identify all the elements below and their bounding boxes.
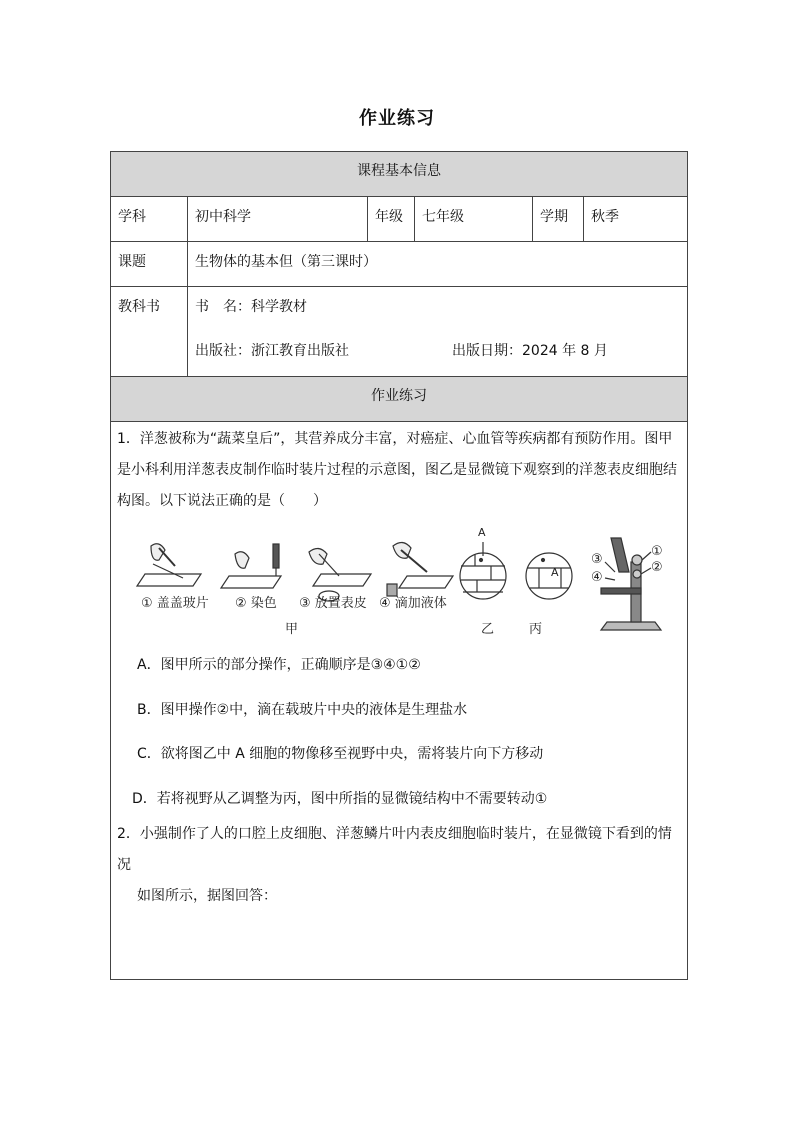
course-info-header-label: 课程基本信息 <box>357 163 441 179</box>
topic-row <box>111 242 687 287</box>
step-1-caption: ① 盖盖玻片 <box>141 596 209 611</box>
microscope-label-2: ② <box>651 560 663 575</box>
course-info-header <box>111 152 687 197</box>
textbook-row <box>111 287 687 377</box>
option-b: B．图甲操作②中，滴在载玻片中央的液体是生理盐水 <box>137 702 468 718</box>
figure-label-jia: 甲 <box>285 622 299 637</box>
cells-view-bing <box>526 553 572 599</box>
subject-row <box>111 197 687 242</box>
microscope-label-1: ① <box>651 544 663 559</box>
question-1-figure <box>131 526 671 642</box>
figure-label-bing: 丙 <box>529 622 543 637</box>
book-name: 书 名：科学教材 <box>195 299 307 315</box>
cell-label-a-yi: A <box>478 526 486 539</box>
publish-date: 出版日期：2024 年 8 月 <box>452 343 608 359</box>
term-value: 秋季 <box>591 209 619 225</box>
stain-illustration <box>221 544 281 588</box>
option-c: C．欲将图乙中 A 细胞的物像移至视野中央，需将装片向下方移动 <box>137 746 544 762</box>
microscope-label-3: ③ <box>591 552 603 567</box>
textbook-label: 教科书 <box>111 287 188 376</box>
subject-label: 学科 <box>111 197 188 241</box>
figure-drawing <box>131 532 671 642</box>
cells-view-yi <box>460 542 506 599</box>
cover-slip-illustration <box>137 544 201 586</box>
question-2-line-2: 如图所示，据图回答： <box>137 888 277 904</box>
question-1 <box>117 424 685 517</box>
question-2 <box>117 819 685 912</box>
add-liquid-illustration <box>387 542 453 596</box>
publisher: 出版社：浙江教育出版社 <box>195 343 349 359</box>
term-label: 学期 <box>533 197 584 241</box>
question-1-line-2: 是小科利用洋葱表皮制作临时装片过程的示意图，图乙是显微镜下观察到的洋葱表皮细胞结 <box>117 462 677 478</box>
course-table <box>110 151 688 980</box>
cell-label-a-bing: A <box>551 566 559 579</box>
grade-label: 年级 <box>368 197 415 241</box>
page-title: 作业练习 <box>359 108 435 129</box>
exercise-header <box>111 377 687 422</box>
exercise-header-label: 作业练习 <box>371 388 427 404</box>
option-a: A．图甲所示的部分操作，正确顺序是③④①② <box>137 657 421 673</box>
topic-value: 生物体的基本但（第三课时） <box>195 254 377 270</box>
figure-label-yi: 乙 <box>481 622 495 637</box>
question-1-line-1: 1．洋葱被称为“蔬菜皇后”，其营养成分丰富，对癌症、心血管等疾病都有预防作用。图甲 <box>117 431 673 447</box>
step-4-caption: ④ 滴加液体 <box>379 596 447 611</box>
exercise-body <box>111 422 687 979</box>
question-1-line-3: 构图。以下说法正确的是（ ） <box>117 493 327 509</box>
grade-value: 七年级 <box>415 197 533 241</box>
topic-label: 课题 <box>111 242 188 286</box>
textbook-value <box>188 287 687 376</box>
step-3-caption: ③ 放置表皮 <box>299 596 367 611</box>
subject-value: 初中科学 <box>188 197 368 241</box>
step-2-caption: ② 染色 <box>235 596 277 611</box>
question-2-line-1: 2．小强制作了人的口腔上皮细胞、洋葱鳞片叶内表皮细胞临时装片，在显微镜下看到的情况 <box>117 826 672 873</box>
microscope-label-4: ④ <box>591 570 603 585</box>
option-d: D．若将视野从乙调整为丙，图中所指的显微镜结构中不需要转动① <box>132 791 548 807</box>
